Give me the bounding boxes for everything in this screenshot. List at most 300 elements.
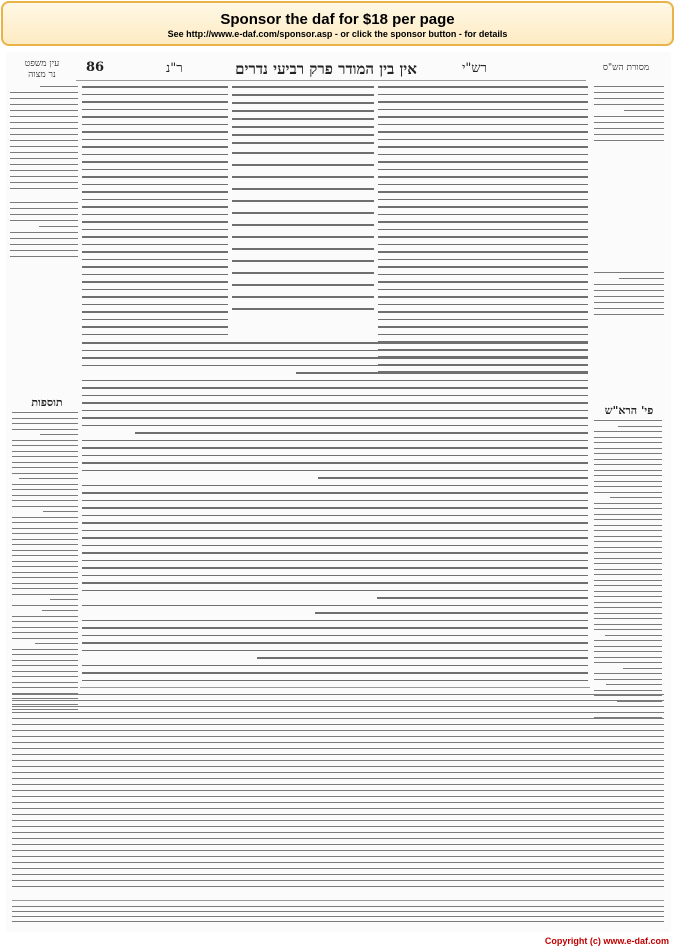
text-line [82, 417, 588, 419]
text-line [605, 635, 662, 636]
text-line [82, 244, 228, 246]
text-line [12, 700, 664, 701]
text-line [232, 260, 374, 262]
text-line [232, 176, 374, 178]
text-line [594, 541, 662, 542]
text-line [232, 284, 374, 286]
text-line [594, 640, 662, 641]
text-line [10, 244, 78, 245]
text-line [296, 372, 588, 374]
text-line [12, 826, 664, 827]
text-line [12, 605, 78, 606]
text-line [378, 191, 588, 193]
text-line [82, 680, 588, 682]
text-line [12, 412, 78, 413]
text-line [594, 420, 662, 421]
text-line [10, 164, 78, 165]
text-line [378, 116, 588, 118]
text-line [12, 850, 664, 851]
text-line [10, 220, 78, 221]
text-line [12, 772, 664, 773]
text-line [10, 116, 78, 117]
text-line [594, 104, 664, 105]
text-line [10, 188, 78, 189]
text-line [232, 152, 374, 154]
text-line [594, 646, 662, 647]
text-line [378, 176, 588, 178]
text-line [82, 334, 228, 336]
text-line [594, 492, 662, 493]
text-line [12, 522, 78, 523]
text-line [10, 238, 78, 239]
text-line [594, 613, 662, 614]
text-line [10, 140, 78, 141]
text-line [232, 188, 374, 190]
text-line [594, 624, 662, 625]
text-line [12, 654, 78, 655]
text-line [82, 109, 228, 111]
text-line [12, 550, 78, 551]
text-line [12, 506, 78, 507]
text-line [12, 814, 664, 815]
text-line [594, 673, 662, 674]
text-line [232, 110, 374, 112]
text-line [12, 886, 664, 887]
text-line [82, 665, 588, 667]
text-line [82, 131, 228, 133]
text-line [12, 627, 78, 628]
text-line [12, 544, 78, 545]
masoret-notes [594, 86, 664, 146]
text-line [232, 94, 374, 96]
text-line [12, 539, 78, 540]
text-line [12, 583, 78, 584]
text-line [82, 274, 228, 276]
text-line [40, 86, 78, 87]
text-line [82, 101, 228, 103]
text-line [378, 244, 588, 246]
gemara-top [232, 86, 374, 146]
text-line [12, 445, 78, 446]
text-line [10, 92, 78, 93]
text-line [82, 94, 228, 96]
text-line [12, 616, 78, 617]
text-line [82, 350, 588, 352]
text-line [378, 259, 588, 261]
text-line [12, 742, 664, 743]
masoret-hashas-heading: מסורת הש"ס [602, 63, 650, 73]
text-line [35, 643, 78, 644]
text-line [594, 431, 662, 432]
header-rule [76, 80, 586, 81]
text-line [82, 537, 588, 539]
text-line [594, 552, 662, 553]
text-line [82, 259, 228, 261]
text-line [82, 221, 228, 223]
text-line [82, 304, 228, 306]
text-line [82, 642, 588, 644]
text-line [82, 672, 588, 674]
text-line [12, 649, 78, 650]
text-line [594, 437, 662, 438]
text-line [378, 229, 588, 231]
text-line [82, 500, 588, 502]
text-line [82, 380, 588, 382]
text-line [82, 590, 588, 592]
text-line [594, 629, 662, 630]
text-line [378, 139, 588, 141]
text-line [12, 462, 78, 463]
text-line [82, 319, 228, 321]
sponsor-title: Sponsor the daf for $18 per page [220, 11, 455, 28]
text-line [82, 184, 228, 186]
text-line [378, 169, 588, 171]
text-line [82, 440, 588, 442]
text-line [82, 342, 588, 344]
text-line [594, 459, 662, 460]
text-line [82, 560, 588, 562]
text-line [618, 426, 662, 427]
text-line [82, 402, 588, 404]
text-line [12, 500, 78, 501]
text-line [378, 304, 588, 306]
text-line [594, 308, 664, 309]
sponsor-subtitle[interactable]: See http://www.e-daf.com/sponsor.asp - or click the sponsor button - for details [167, 29, 508, 39]
text-line [606, 684, 662, 685]
text-line [594, 290, 664, 291]
text-line [12, 555, 78, 556]
text-line [12, 921, 664, 922]
text-line [378, 289, 588, 291]
section-divider [80, 687, 590, 688]
text-line [12, 760, 664, 761]
text-line [12, 632, 78, 633]
text-line [594, 302, 664, 303]
sponsor-banner[interactable] [1, 1, 674, 46]
text-line [82, 395, 588, 397]
text-line [82, 357, 588, 359]
text-line [10, 158, 78, 159]
ein-mishpat-notes [10, 86, 78, 196]
text-line [12, 440, 78, 441]
text-line [624, 110, 664, 111]
text-line [82, 281, 228, 283]
text-line [594, 86, 664, 87]
text-line [594, 475, 662, 476]
text-line [594, 596, 662, 597]
text-line [12, 718, 664, 719]
text-line [12, 874, 664, 875]
text-line [12, 660, 78, 661]
text-line [12, 517, 78, 518]
copyright-notice: Copyright (c) www.e-daf.com [544, 936, 669, 946]
text-line [82, 522, 588, 524]
text-line [12, 706, 664, 707]
ein-mishpat-notes-2 [10, 202, 78, 262]
text-line [12, 671, 78, 672]
text-line [82, 214, 228, 216]
text-line [232, 102, 374, 104]
text-line [82, 485, 588, 487]
text-line [82, 447, 588, 449]
text-line [12, 844, 664, 845]
text-line [12, 838, 664, 839]
text-line [12, 528, 78, 529]
text-line [12, 880, 664, 881]
text-line [610, 497, 662, 498]
text-line [378, 146, 588, 148]
text-line [378, 319, 588, 321]
text-line [82, 410, 588, 412]
text-line [378, 206, 588, 208]
text-line [12, 868, 664, 869]
text-line [378, 154, 588, 156]
rashi-column [378, 86, 588, 376]
text-line [82, 116, 228, 118]
text-line [378, 214, 588, 216]
text-line [82, 545, 588, 547]
text-line [594, 607, 662, 608]
text-line [378, 199, 588, 201]
text-line [10, 208, 78, 209]
text-line [594, 116, 664, 117]
text-line [82, 161, 228, 163]
text-line [232, 236, 374, 238]
text-line [10, 128, 78, 129]
text-line [594, 525, 662, 526]
text-line [594, 602, 662, 603]
text-line [315, 612, 588, 614]
text-line [594, 296, 664, 297]
text-line [12, 533, 78, 534]
text-line [594, 486, 662, 487]
text-line [378, 311, 588, 313]
text-line [232, 308, 374, 310]
text-line [377, 597, 588, 599]
text-line [82, 650, 588, 652]
text-line [594, 618, 662, 619]
text-line [12, 473, 78, 474]
text-line [12, 621, 78, 622]
text-line [12, 495, 78, 496]
text-line [10, 232, 78, 233]
text-line [594, 514, 662, 515]
text-line [82, 289, 228, 291]
text-line [232, 118, 374, 120]
text-line [12, 594, 78, 595]
text-line [10, 122, 78, 123]
text-line [82, 605, 588, 607]
text-line [232, 296, 374, 298]
text-line [378, 296, 588, 298]
tosafot-label: תוספות [31, 396, 63, 409]
rashi-heading: רש"י [462, 61, 487, 76]
text-line [12, 784, 664, 785]
text-line [82, 425, 588, 427]
text-line [378, 161, 588, 163]
text-line [378, 266, 588, 268]
text-line [12, 423, 78, 424]
text-line [82, 191, 228, 193]
text-line [594, 481, 662, 482]
text-line [378, 86, 588, 88]
text-line [10, 250, 78, 251]
text-line [82, 139, 228, 141]
text-line [82, 199, 228, 201]
text-line [594, 503, 662, 504]
text-line [12, 682, 78, 683]
text-line [82, 567, 588, 569]
text-line [12, 754, 664, 755]
text-line [12, 694, 664, 695]
text-line [82, 124, 228, 126]
text-line [594, 92, 664, 93]
text-line [378, 124, 588, 126]
text-line [594, 272, 664, 273]
text-line [10, 182, 78, 183]
text-line [10, 98, 78, 99]
text-line [82, 387, 588, 389]
text-line [135, 432, 588, 434]
text-line [82, 326, 228, 328]
text-line [594, 122, 664, 123]
folio-number: 86 [86, 60, 105, 75]
text-line [82, 462, 588, 464]
text-line [378, 251, 588, 253]
text-line [10, 214, 78, 215]
text-line [594, 314, 664, 315]
text-line [12, 451, 78, 452]
ner-mitzvah-heading: נר מצוה [28, 70, 56, 80]
text-line [232, 142, 374, 144]
text-line [82, 492, 588, 494]
text-line [12, 467, 78, 468]
text-line [619, 278, 664, 279]
text-line [12, 906, 664, 907]
text-line [594, 128, 664, 129]
text-line [82, 470, 588, 472]
text-line [12, 832, 664, 833]
text-line [594, 690, 662, 691]
text-line [12, 566, 78, 567]
rosh-commentary-label: פי' הרא"ש [604, 404, 654, 417]
text-line [82, 296, 228, 298]
text-line [594, 580, 662, 581]
text-line [82, 515, 588, 517]
text-line [82, 507, 588, 509]
text-line [594, 470, 662, 471]
text-line [232, 248, 374, 250]
text-line [12, 665, 78, 666]
text-line [12, 911, 664, 912]
text-line [378, 236, 588, 238]
text-line [378, 334, 588, 336]
text-line [82, 530, 588, 532]
text-line [12, 724, 664, 725]
text-line [232, 224, 374, 226]
text-line [12, 588, 78, 589]
text-line [12, 561, 78, 562]
text-line [594, 547, 662, 548]
text-line [82, 266, 228, 268]
text-line [12, 766, 664, 767]
lower-commentary [12, 694, 664, 894]
text-line [594, 558, 662, 559]
gemara-center [232, 152, 374, 312]
text-line [82, 146, 228, 148]
text-line [318, 477, 588, 479]
text-line [82, 575, 588, 577]
tosafot-column [82, 86, 228, 336]
text-line [82, 552, 588, 554]
text-line [12, 456, 78, 457]
text-line [594, 679, 662, 680]
text-line [378, 131, 588, 133]
text-line [82, 582, 588, 584]
ein-mishpat-heading: עין משפט [24, 59, 60, 69]
text-line [594, 574, 662, 575]
text-line [39, 226, 78, 227]
text-line [594, 508, 662, 509]
text-line [12, 676, 78, 677]
text-line [378, 109, 588, 111]
text-line [12, 429, 78, 430]
text-line [594, 662, 662, 663]
text-line [40, 434, 78, 435]
text-line [12, 730, 664, 731]
text-line [12, 802, 664, 803]
text-line [82, 455, 588, 457]
text-line [594, 442, 662, 443]
text-line [82, 86, 228, 88]
text-line [42, 610, 78, 611]
text-line [594, 591, 662, 592]
text-line [232, 200, 374, 202]
text-line [12, 790, 664, 791]
text-line [12, 572, 78, 573]
text-line [19, 478, 78, 479]
text-line [10, 170, 78, 171]
text-line [378, 94, 588, 96]
text-line [12, 856, 664, 857]
text-line [82, 620, 588, 622]
text-line [594, 519, 662, 520]
text-line [594, 563, 662, 564]
text-line [10, 104, 78, 105]
tosafot-margin-column [12, 412, 78, 712]
text-line [232, 212, 374, 214]
talmud-page [6, 52, 671, 932]
text-line [594, 536, 662, 537]
text-line [378, 101, 588, 103]
text-line [82, 635, 588, 637]
text-line [378, 274, 588, 276]
rosh-margin-column [594, 420, 662, 720]
text-line [232, 164, 374, 166]
text-line [82, 627, 588, 629]
text-line [12, 916, 664, 917]
text-line [378, 281, 588, 283]
text-line [50, 599, 78, 600]
text-line [82, 176, 228, 178]
text-line [43, 511, 78, 512]
text-line [10, 134, 78, 135]
text-line [594, 530, 662, 531]
text-line [82, 154, 228, 156]
footnote-divider [12, 900, 664, 901]
text-line [12, 577, 78, 578]
text-line [10, 146, 78, 147]
